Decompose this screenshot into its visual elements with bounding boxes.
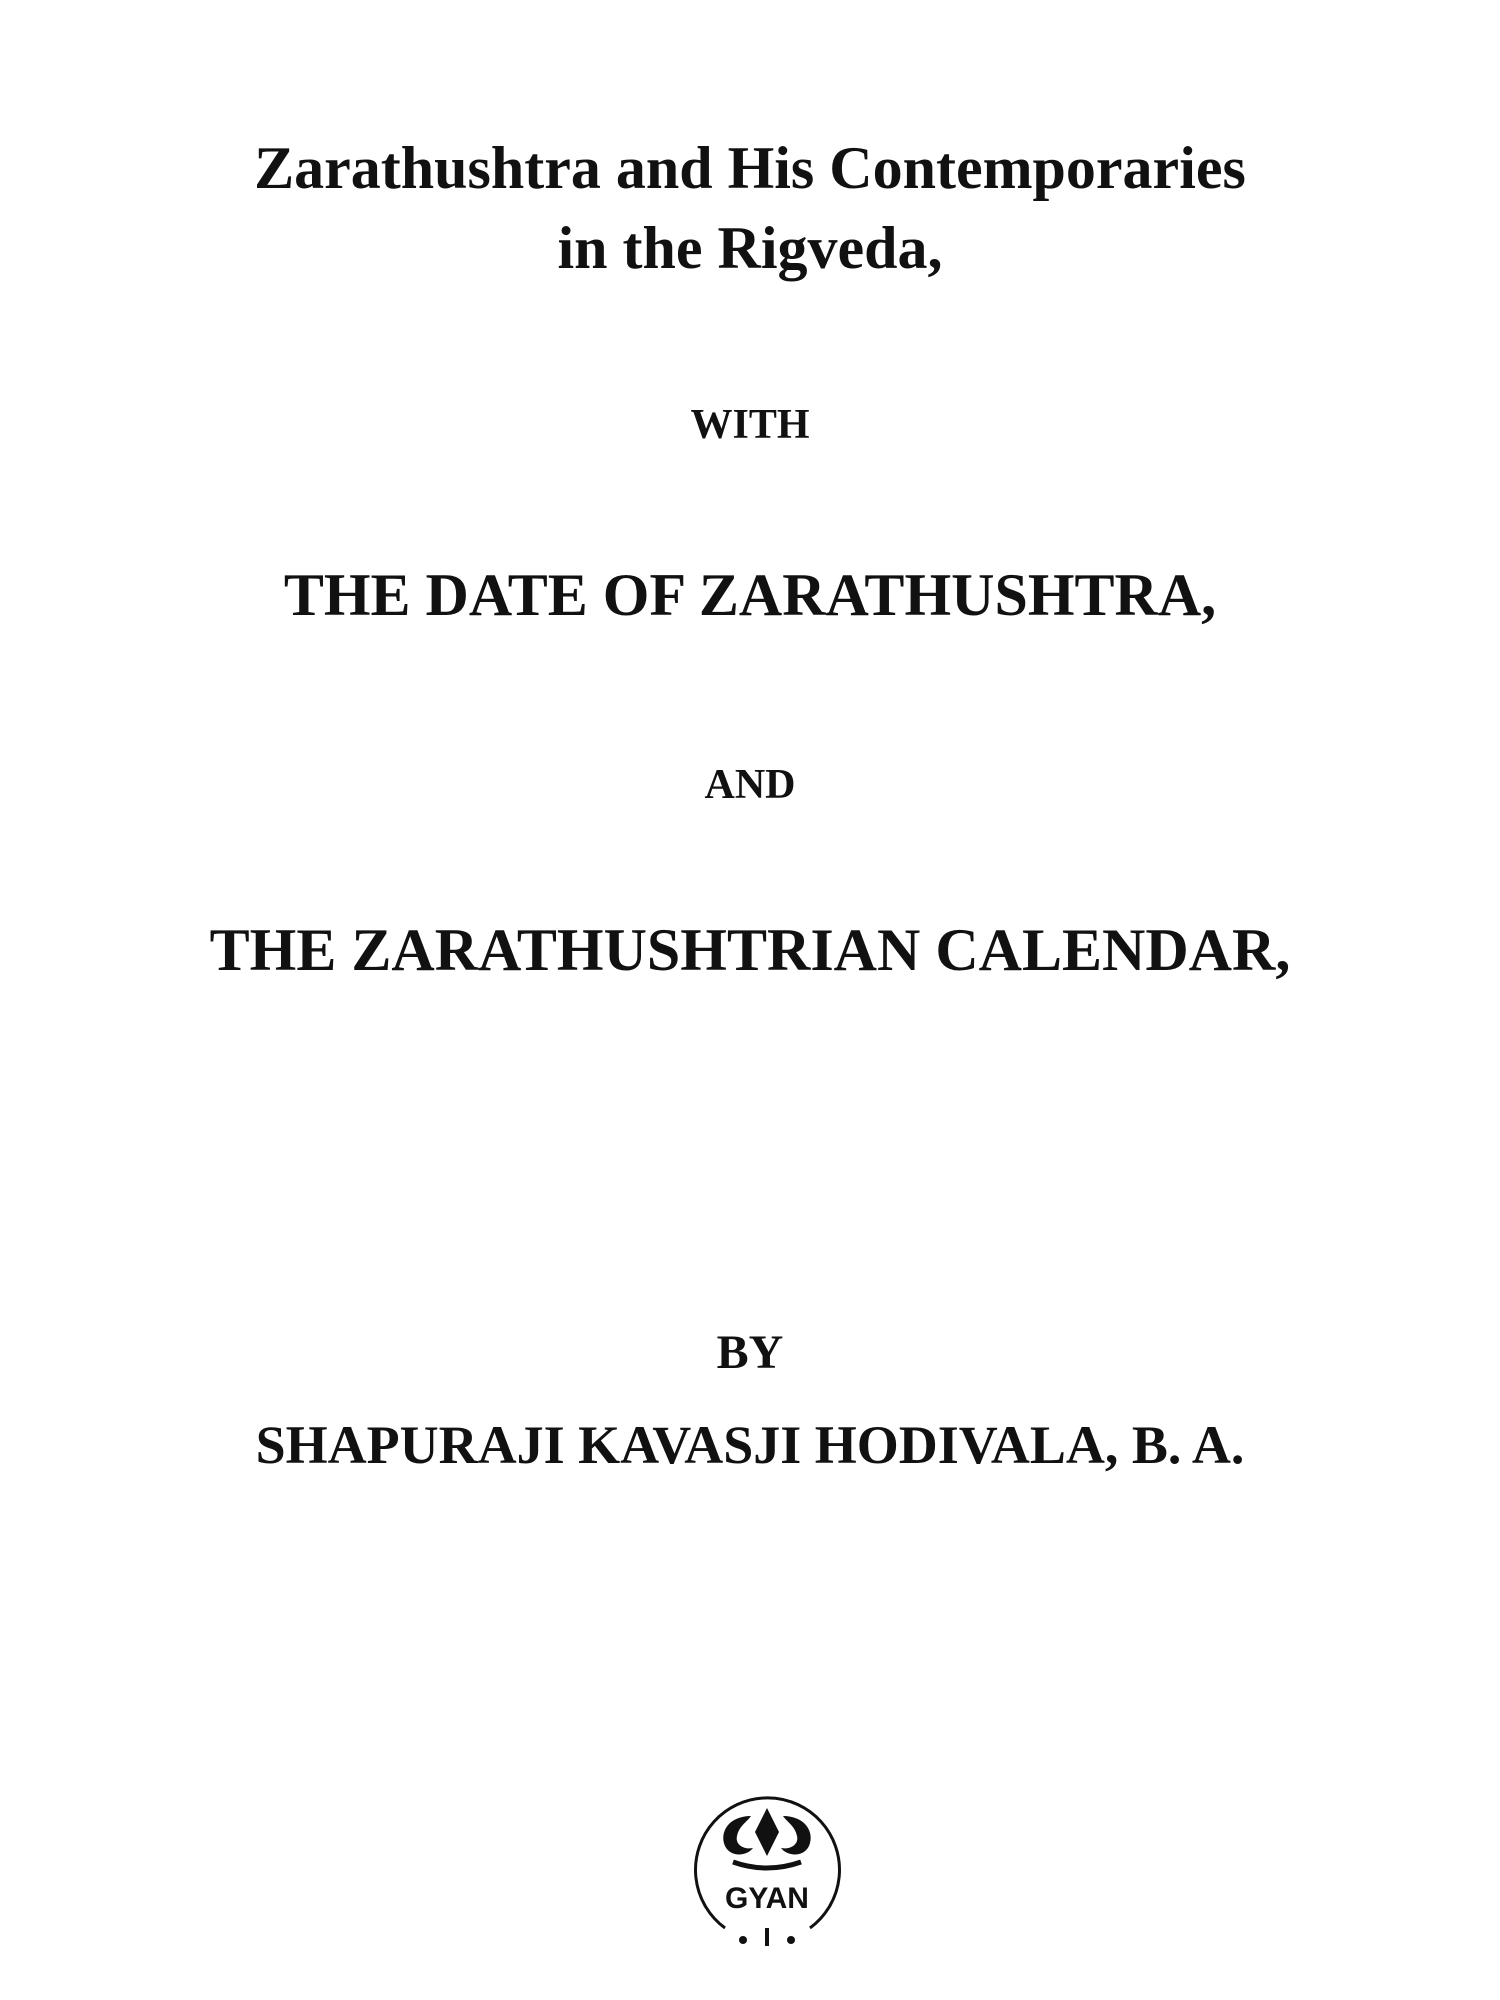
book-title-line-1: Zarathushtra and His Contemporaries [254,135,1246,201]
publisher-logo-text: GYAN [725,1882,809,1915]
subtitle-calendar: THE ZARATHUSHTRIAN CALENDAR, [209,917,1291,983]
connector-and: AND [704,762,796,808]
subtitle-date: THE DATE OF ZARATHUSHTRA, [283,562,1217,628]
book-title-line-2: in the Rigveda, [557,215,943,281]
connector-with: WITH [690,402,810,448]
byline-by: BY [716,1326,784,1379]
book-title [0,128,1500,288]
author-name: SHAPURAJI KAVASJI HODIVALA, B. A. [255,1415,1245,1475]
gyan-publisher-logo-icon [685,1780,850,1950]
